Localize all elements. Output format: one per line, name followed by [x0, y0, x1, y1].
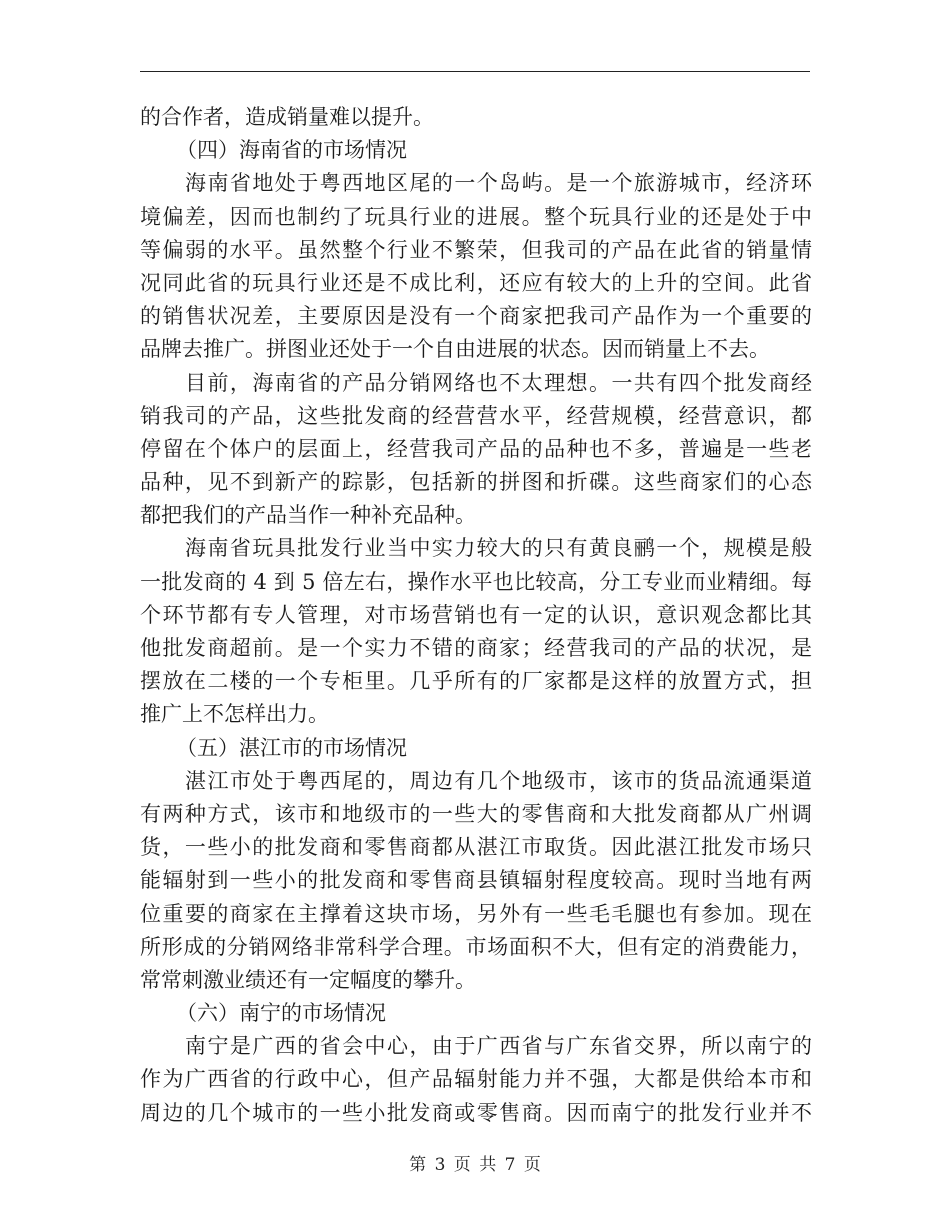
paragraph-line: 的销售状况差，主要原因是没有一个商家把我司产品作为一个重要的	[140, 304, 812, 329]
paragraph-line: 海南省地处于粤西地区尾的一个岛屿。是一个旅游城市，经济环	[185, 171, 812, 196]
paragraph-line: 都把我们的产品当作一种补充品种。	[140, 503, 476, 528]
paragraph-line: 周边的几个城市的一些小批发商或零售商。因而南宁的批发行业并不	[140, 1100, 812, 1125]
section-heading-hainan: （四）海南省的市场情况	[176, 138, 407, 163]
paragraph-line: 能辐射到一些小的批发商和零售商县镇辐射程度较高。现时当地有两	[140, 868, 812, 893]
paragraph-line: 境偏差，因而也制约了玩具行业的进展。整个玩具行业的还是处于中	[140, 204, 812, 229]
section-heading-zhanjiang: （五）湛江市的市场情况	[176, 735, 407, 760]
paragraph-line: 一批发商的 4 到 5 倍左右，操作水平也比较高，分工专业而业精细。每	[140, 569, 812, 594]
paragraph-line: 他批发商超前。是一个实力不错的商家；经营我司的产品的状况，是	[140, 636, 812, 660]
paragraph-line: 目前，海南省的产品分销网络也不太理想。一共有四个批发商经	[185, 370, 812, 395]
document-body	[140, 101, 812, 1130]
paragraph-line: 停留在个体户的层面上，经营我司产品的品种也不多，普遍是一些老	[140, 436, 812, 461]
header-rule	[140, 71, 810, 72]
paragraph-line: 推广上不怎样出力。	[140, 702, 329, 727]
paragraph-line: 货，一些小的批发商和零售商都从湛江市取货。因此湛江批发市场只	[140, 835, 812, 860]
paragraph-line: 品种，见不到新产的踪影，包括新的拼图和折碟。这些商家们的心态	[140, 470, 812, 495]
paragraph-line: 品牌去推广。拼图业还处于一个自由进展的状态。因而销量上不去。	[140, 337, 770, 362]
paragraph-line: 况同此省的玩具行业还是不成比利，还应有较大的上升的空间。此省	[140, 270, 812, 295]
paragraph-line: 南宁是广西的省会中心，由于广西省与广东省交界，所以南宁的	[185, 1034, 812, 1059]
page-number-footer: 第 3 页 共 7 页	[409, 1155, 541, 1175]
paragraph-line: 海南省玩具批发行业当中实力较大的只有黄良鹂一个，规模是般	[185, 536, 812, 561]
paragraph-line: 湛江市处于粤西尾的，周边有几个地级市，该市的货品流通渠道	[185, 768, 812, 793]
paragraph-line: 常常刺激业绩还有一定幅度的攀升。	[140, 967, 476, 992]
paragraph-line: 摆放在二楼的一个专柜里。几乎所有的厂家都是这样的放置方式，担	[140, 669, 812, 694]
paragraph-line: 所形成的分销网络非常科学合理。市场面积不大，但有定的消费能力，	[140, 934, 812, 959]
paragraph-line: 有两种方式，该市和地级市的一些大的零售商和大批发商都从广州调	[140, 801, 812, 826]
section-heading-nanning: （六）南宁的市场情况	[176, 1001, 386, 1026]
paragraph-line: 作为广西省的行政中心，但产品辐射能力并不强，大都是供给本市和	[140, 1067, 812, 1092]
paragraph-line: 位重要的商家在主撑着这块市场，另外有一些毛毛腿也有参加。现在	[140, 901, 812, 926]
paragraph-line: 销我司的产品，这些批发商的经营营水平，经营规模，经营意识，都	[140, 403, 812, 428]
paragraph-line: 个环节都有专人管理，对市场营销也有一定的认识，意识观念都比其	[140, 602, 812, 627]
paragraph-line: 等偏弱的水平。虽然整个行业不繁荣，但我司的产品在此省的销量情	[140, 237, 812, 262]
paragraph-line: 的合作者，造成销量难以提升。	[140, 105, 434, 129]
